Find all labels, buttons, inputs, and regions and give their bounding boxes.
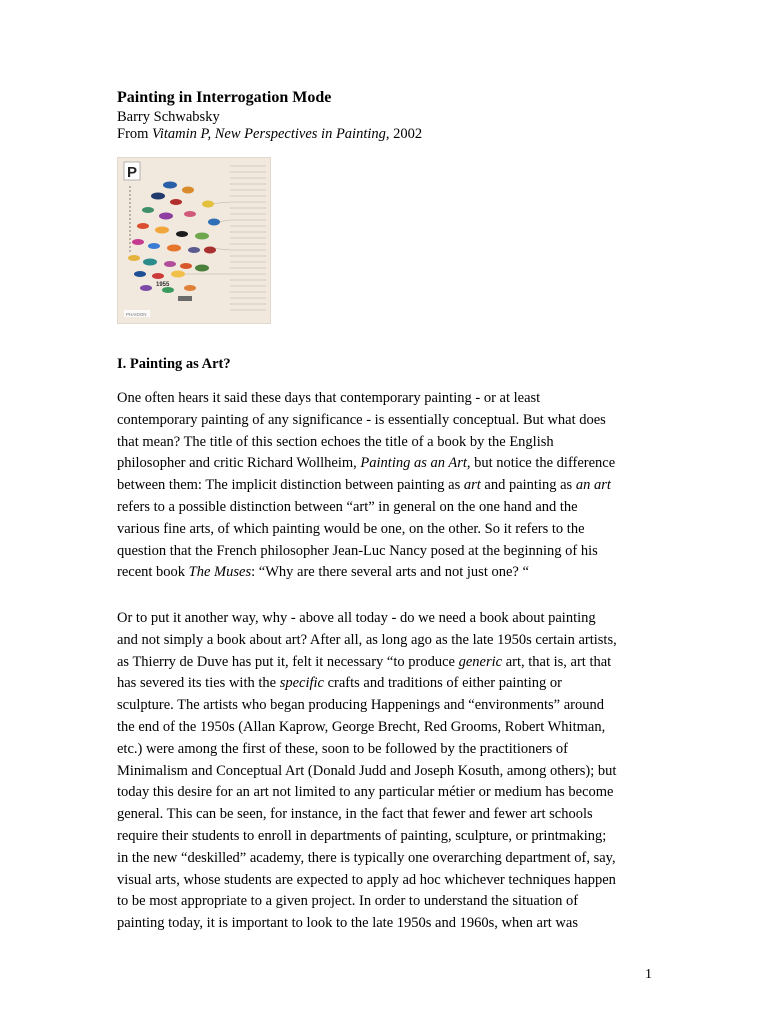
- book-cover-art: [118, 158, 270, 323]
- paragraph-2: [117, 608, 677, 935]
- text-run: recent book: [117, 564, 189, 581]
- italic-text: Painting as an Art: [360, 455, 467, 472]
- text-line: [117, 695, 677, 717]
- text-run: and painting as: [480, 477, 576, 494]
- text-line: [117, 891, 677, 913]
- cover-letter: P: [127, 164, 138, 181]
- text-line: [117, 475, 677, 497]
- document-title: Painting in Interrogation Mode: [117, 89, 332, 106]
- text-run: contemporary painting of any significance - is essentially conceptual. But what does: [117, 411, 606, 428]
- book-cover-image: [117, 157, 271, 324]
- text-line: [117, 761, 677, 783]
- author-name: Barry Schwabsky: [117, 109, 220, 125]
- text-run: the end of the 1950s (Allan Kaprow, George Brecht, Red Grooms, Robert Whitman,: [117, 718, 606, 735]
- italic-text: generic: [458, 653, 503, 670]
- text-run: crafts and traditions of either painting or: [323, 675, 562, 692]
- text-run: etc.) were among the first of these, soon to be followed by the practitioners of: [117, 740, 568, 757]
- italic-text: an art: [575, 477, 611, 494]
- source-year: , 2002: [385, 126, 423, 142]
- text-run: has severed its ties with the: [117, 675, 280, 692]
- italic-text: specific: [279, 675, 324, 692]
- text-line: [117, 804, 677, 826]
- text-run: in the new “deskilled” academy, there is typically one overarching department of, say,: [117, 849, 616, 866]
- text-run: Minimalism and Conceptual Art (Donald Judd and Joseph Kosuth, among others); but: [117, 762, 617, 779]
- text-run: question that the French philosopher Jean-Luc Nancy posed at the beginning of his: [117, 542, 598, 559]
- section-heading: I. Painting as Art?: [117, 356, 231, 372]
- italic-text: The Muses: [188, 564, 252, 581]
- text-line: [117, 410, 677, 432]
- text-run: today this desire for an art not limited to any particular métier or medium has become: [117, 784, 614, 801]
- text-run: sculpture. The artists who began producing Happenings and “environments” around: [117, 697, 604, 714]
- text-line: [117, 652, 677, 674]
- italic-text: art: [463, 477, 481, 494]
- paragraph-1: [117, 388, 677, 584]
- text-run: to be most appropriate to a given project. In order to understand the situation of: [117, 893, 579, 910]
- text-run: as Thierry de Duve has put it, felt it necessary “to produce: [117, 653, 459, 670]
- text-line: [117, 453, 677, 475]
- text-run: general. This can be seen, for instance, in the fact that fewer and fewer art schools: [117, 806, 593, 823]
- page-number: 1: [645, 967, 652, 982]
- text-line: [117, 870, 677, 892]
- text-run: painting today, it is important to look to the late 1950s and 1960s, when art was: [117, 915, 578, 932]
- text-run: between them: The implicit distinction between painting as: [117, 477, 464, 494]
- text-line: [117, 782, 677, 804]
- text-line: [117, 673, 677, 695]
- source-book-title: Vitamin P, New Perspectives in Painting: [152, 126, 386, 142]
- text-run: , but notice the difference: [466, 455, 616, 472]
- text-line: [117, 432, 677, 454]
- text-line: [117, 497, 677, 519]
- text-run: and not simply a book about art? After all, as long ago as the late 1950s certain artists,: [117, 631, 617, 648]
- text-line: [117, 630, 677, 652]
- text-line: [117, 717, 677, 739]
- text-run: : “Why are there several arts and not just one? “: [251, 564, 529, 581]
- cover-publisher: PHAIDON: [126, 312, 147, 317]
- text-line: [117, 541, 677, 563]
- text-run: require their students to enroll in departments of painting, sculpture, or printmaking;: [117, 827, 607, 844]
- text-run: One often hears it said these days that contemporary painting - or at least: [117, 390, 541, 406]
- source-prefix: From: [117, 126, 153, 142]
- text-line: [117, 519, 677, 541]
- text-line: [117, 848, 677, 870]
- text-run: that mean? The title of this section echoes the title of a book by the English: [117, 433, 554, 450]
- text-line: [117, 388, 677, 410]
- text-run: Or to put it another way, why - above all today - do we need a book about painting: [117, 610, 596, 626]
- text-run: various fine arts, of which painting would be one, on the other. So it refers to the: [117, 520, 585, 537]
- text-run: art, that is, art that: [502, 653, 612, 670]
- text-line: [117, 739, 677, 761]
- text-line: [117, 562, 677, 584]
- text-line: [117, 826, 677, 848]
- text-line: [117, 913, 677, 935]
- source-citation: [117, 125, 422, 143]
- text-run: visual arts, whose students are expected to apply ad hoc whichever techniques happen: [117, 871, 616, 888]
- cover-numbers: 1955: [156, 282, 170, 288]
- text-line: [117, 608, 677, 630]
- text-run: philosopher and critic Richard Wollheim,: [117, 455, 361, 472]
- text-run: refers to a possible distinction between “art” in general on the one hand and the: [117, 498, 578, 515]
